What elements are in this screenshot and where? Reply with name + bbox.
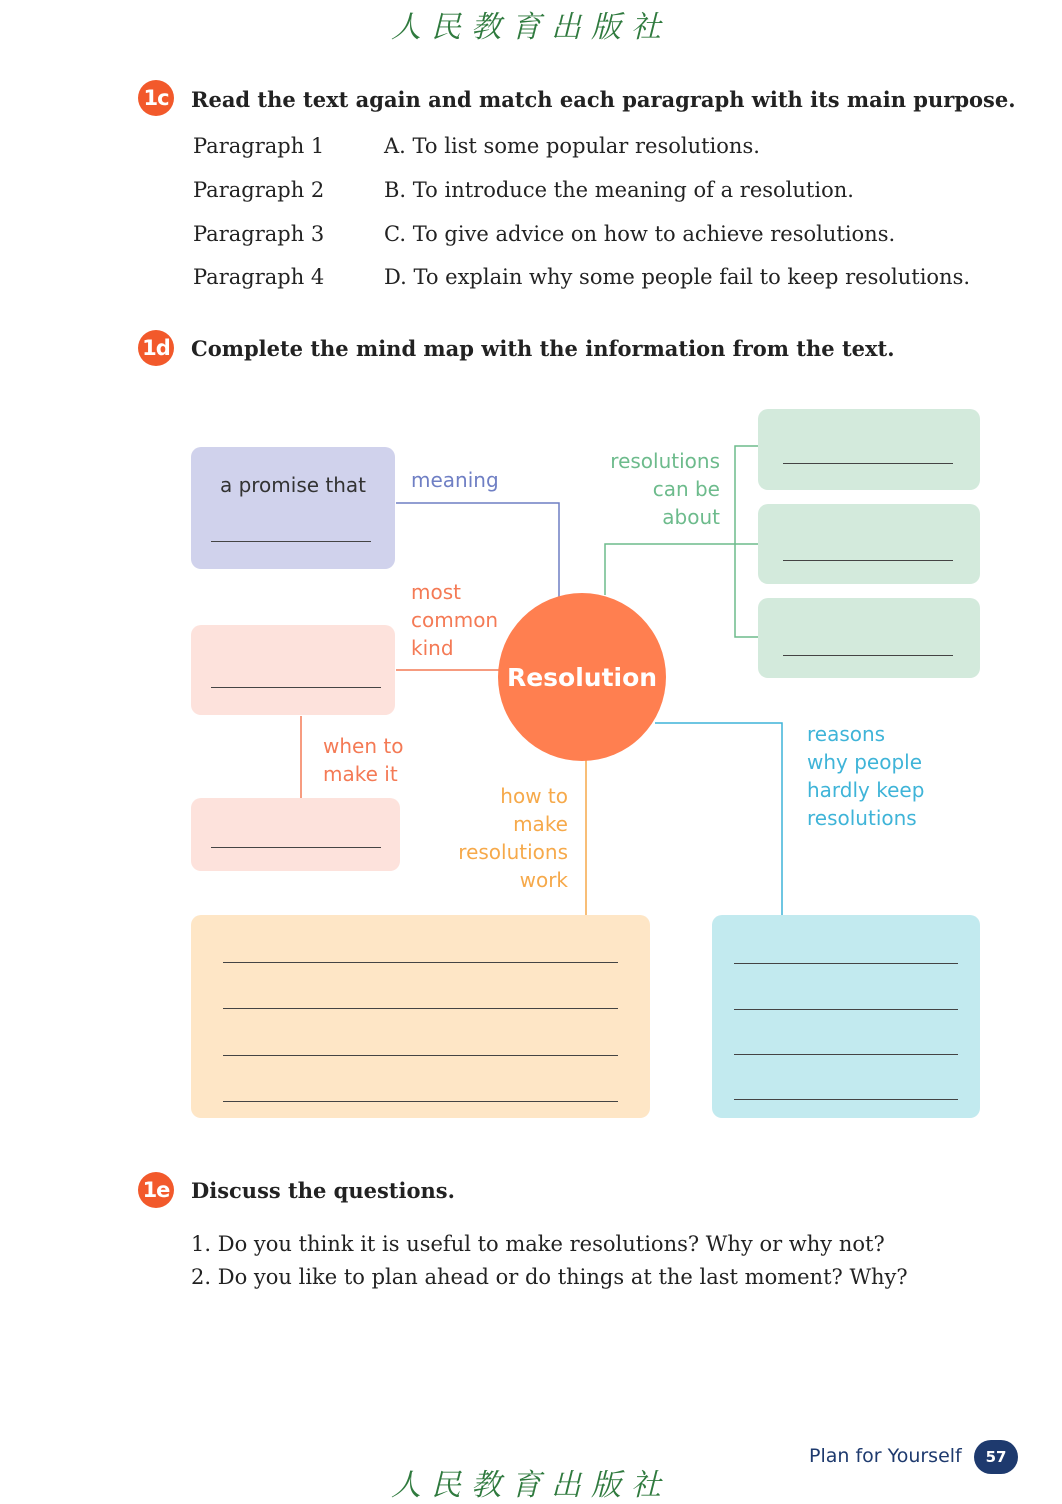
meaning-box-text: a promise that bbox=[219, 473, 367, 497]
publisher-logo-footer: 人民教育出版社 bbox=[391, 1468, 671, 1503]
option-letter: A. bbox=[384, 134, 406, 158]
center-node-label: Resolution bbox=[506, 663, 658, 692]
answer-blank[interactable] bbox=[223, 1101, 618, 1102]
reasons-label-line: resolutions bbox=[807, 806, 917, 830]
answer-blank[interactable] bbox=[223, 1008, 618, 1009]
kind-label-line: kind bbox=[411, 636, 454, 660]
reasons-box bbox=[712, 915, 980, 1118]
meaning-label: meaning bbox=[411, 468, 499, 492]
instruction-1c: Read the text again and match each paragraph with its main purpose. bbox=[191, 87, 1016, 112]
paragraph-label: Paragraph 2 bbox=[193, 178, 325, 202]
about-label-line: about bbox=[662, 505, 720, 529]
unit-title: Plan for Yourself bbox=[809, 1445, 962, 1467]
about-label bbox=[560, 447, 720, 531]
option-text: To introduce the meaning of a resolution. bbox=[412, 178, 854, 202]
instruction-1d: Complete the mind map with the information from the text. bbox=[191, 336, 895, 361]
kind-box bbox=[191, 625, 395, 715]
answer-blank[interactable] bbox=[211, 847, 381, 848]
kind-label bbox=[411, 578, 498, 662]
how-label bbox=[420, 782, 568, 894]
answer-blank[interactable] bbox=[783, 560, 953, 561]
option-letter: C. bbox=[384, 222, 406, 246]
answer-blank[interactable] bbox=[783, 655, 953, 656]
paragraph-label: Paragraph 4 bbox=[193, 265, 325, 289]
page-number: 57 bbox=[974, 1440, 1018, 1474]
about-label-line: can be bbox=[652, 477, 720, 501]
when-label-line: when to bbox=[323, 734, 404, 758]
answer-blank[interactable] bbox=[783, 463, 953, 464]
reasons-label bbox=[807, 720, 924, 832]
when-box bbox=[191, 798, 400, 871]
answer-blank[interactable] bbox=[734, 1009, 958, 1010]
question-text: Do you like to plan ahead or do things at the last moment? Why? bbox=[217, 1265, 908, 1289]
about-box-1 bbox=[758, 409, 980, 490]
paragraph-label: Paragraph 3 bbox=[193, 222, 325, 246]
about-connector bbox=[605, 544, 735, 595]
reasons-label-line: hardly keep bbox=[807, 778, 925, 802]
publisher-logo: 人民教育出版社 bbox=[391, 10, 671, 45]
question-item bbox=[191, 1265, 908, 1289]
reasons-label-line: reasons bbox=[807, 722, 886, 746]
answer-blank[interactable] bbox=[223, 1055, 618, 1056]
how-label-line: how to bbox=[500, 784, 568, 808]
how-label-line: work bbox=[519, 868, 568, 892]
answer-blank[interactable] bbox=[223, 962, 618, 963]
answer-blank[interactable] bbox=[211, 541, 371, 542]
how-label-line: make bbox=[513, 812, 568, 836]
kind-label-line: most bbox=[411, 580, 461, 604]
reasons-connector bbox=[655, 723, 782, 915]
section-badge-1c: 1c bbox=[138, 80, 174, 116]
about-box-3 bbox=[758, 598, 980, 678]
question-number: 1. bbox=[191, 1232, 212, 1256]
how-label-line: resolutions bbox=[458, 840, 568, 864]
reasons-label-line: why people bbox=[807, 750, 923, 774]
meaning-box bbox=[191, 447, 395, 569]
option-text: To explain why some people fail to keep resolutions. bbox=[413, 265, 971, 289]
about-box-2 bbox=[758, 504, 980, 584]
about-label-line: resolutions bbox=[610, 449, 720, 473]
question-number: 2. bbox=[191, 1265, 212, 1289]
option-text: To list some popular resolutions. bbox=[412, 134, 760, 158]
question-item bbox=[191, 1232, 885, 1256]
option-letter: D. bbox=[384, 265, 407, 289]
answer-blank[interactable] bbox=[734, 963, 958, 964]
when-label-line: make it bbox=[323, 762, 398, 786]
section-badge-1d: 1d bbox=[138, 330, 174, 366]
about-bracket bbox=[735, 446, 758, 637]
answer-blank[interactable] bbox=[734, 1099, 958, 1100]
how-box bbox=[191, 915, 650, 1118]
option-letter: B. bbox=[384, 178, 407, 202]
section-badge-1e: 1e bbox=[138, 1172, 174, 1208]
paragraph-label: Paragraph 1 bbox=[193, 134, 325, 158]
instruction-1e: Discuss the questions. bbox=[191, 1178, 455, 1203]
question-text: Do you think it is useful to make resolutions? Why or why not? bbox=[217, 1232, 885, 1256]
option-text: To give advice on how to achieve resolutions. bbox=[412, 222, 896, 246]
when-label bbox=[323, 732, 403, 788]
answer-blank[interactable] bbox=[734, 1054, 958, 1055]
center-node bbox=[498, 593, 666, 761]
answer-blank[interactable] bbox=[211, 687, 381, 688]
kind-label-line: common bbox=[411, 608, 499, 632]
